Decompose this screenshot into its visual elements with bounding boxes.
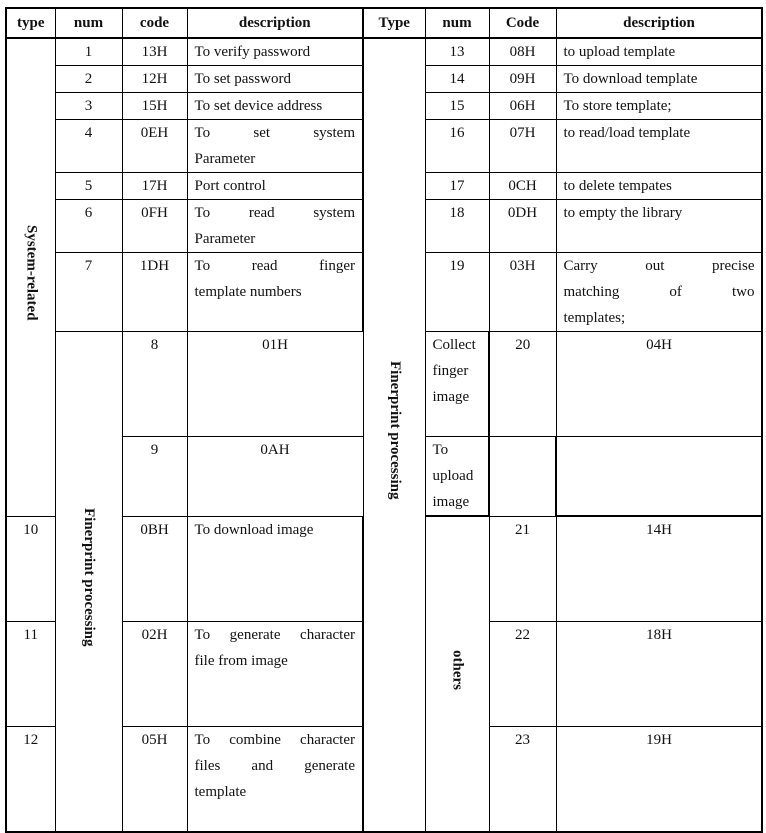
- description-line: To read system: [194, 205, 355, 221]
- description-line: files and generate: [194, 758, 355, 774]
- description-cell: [187, 253, 363, 332]
- num-cell: 19: [425, 253, 489, 332]
- header-code-right: Code: [489, 8, 556, 38]
- description-line: matching of two: [563, 284, 755, 300]
- description-cell: To store template;: [556, 93, 762, 120]
- num-cell: 13: [425, 38, 489, 66]
- description-line: To combine character: [194, 732, 355, 748]
- description-line: Parameter: [194, 151, 256, 167]
- description-line: To generate character: [194, 627, 355, 643]
- description-cell: To verify password: [187, 38, 363, 66]
- group-label-fingerprint-left: Finerprint processing: [81, 507, 97, 647]
- code-cell: 0CH: [489, 173, 556, 200]
- code-cell: 0BH: [122, 516, 187, 622]
- description-cell: [187, 120, 363, 173]
- header-num-left: num: [55, 8, 122, 38]
- description-line: Parameter: [194, 231, 256, 247]
- code-cell: 19H: [556, 727, 762, 833]
- num-cell: 2: [55, 66, 122, 93]
- description-cell: [556, 253, 762, 332]
- num-cell: 21: [489, 516, 556, 622]
- group-label-fingerprint-right: Finerprint processing: [386, 361, 403, 500]
- num-cell: 16: [425, 120, 489, 173]
- num-cell: 1: [55, 38, 122, 66]
- header-description-right: description: [556, 8, 762, 38]
- code-cell: 14H: [556, 516, 762, 622]
- header-description-left: description: [187, 8, 363, 38]
- description-cell: [187, 622, 363, 727]
- num-cell: 4: [55, 120, 122, 173]
- code-cell: 0FH: [122, 200, 187, 253]
- num-cell: 14: [425, 66, 489, 93]
- description-cell: to upload template: [556, 38, 762, 66]
- description-cell: Port control: [187, 173, 363, 200]
- code-cell: 03H: [489, 253, 556, 332]
- code-cell: 1DH: [122, 253, 187, 332]
- num-cell: 18: [425, 200, 489, 253]
- type-fingerprint-right: [363, 38, 425, 832]
- code-cell: 13H: [122, 38, 187, 66]
- code-cell: 01H: [187, 332, 363, 437]
- empty-cell: [556, 437, 762, 517]
- code-cell: 12H: [122, 66, 187, 93]
- num-cell: 10: [6, 516, 55, 622]
- code-cell: 05H: [122, 727, 187, 833]
- group-label-others: others: [449, 649, 466, 690]
- num-cell: 22: [489, 622, 556, 727]
- description-line: templates;: [563, 310, 626, 326]
- empty-cell: [489, 437, 556, 517]
- type-fingerprint-left: [55, 332, 122, 833]
- code-cell: 07H: [489, 120, 556, 173]
- group-label-system: System-related: [23, 224, 40, 321]
- description-cell: To set device address: [187, 93, 363, 120]
- header-type-right: Type: [363, 8, 425, 38]
- table-row: [6, 38, 762, 66]
- header-type-left: type: [6, 8, 55, 38]
- num-cell: 11: [6, 622, 55, 727]
- description-cell: to empty the library: [556, 200, 762, 253]
- description-cell: To download image: [187, 516, 363, 622]
- description-cell: Collect finger image: [425, 332, 489, 437]
- instruction-table: [5, 7, 763, 833]
- code-cell: 09H: [489, 66, 556, 93]
- num-cell: 12: [6, 727, 55, 833]
- description-cell: to delete tempates: [556, 173, 762, 200]
- description-cell: to read/load template: [556, 120, 762, 173]
- description-line: file from image: [194, 653, 288, 669]
- description-cell: To set password: [187, 66, 363, 93]
- code-cell: 08H: [489, 38, 556, 66]
- description-line: To read finger: [194, 258, 355, 274]
- type-system-related: [6, 38, 55, 516]
- code-cell: 0AH: [187, 437, 363, 517]
- num-cell: 7: [55, 253, 122, 332]
- num-cell: 6: [55, 200, 122, 253]
- description-line: To set system: [194, 125, 355, 141]
- code-cell: 17H: [122, 173, 187, 200]
- description-line: template: [194, 784, 247, 800]
- code-cell: 0EH: [122, 120, 187, 173]
- description-cell: To upload image: [425, 437, 489, 517]
- code-cell: 02H: [122, 622, 187, 727]
- code-cell: 0DH: [489, 200, 556, 253]
- num-cell: 3: [55, 93, 122, 120]
- code-cell: 18H: [556, 622, 762, 727]
- description-line: Carry out precise: [563, 258, 755, 274]
- type-others: [425, 516, 489, 832]
- num-cell: 23: [489, 727, 556, 833]
- code-cell: 15H: [122, 93, 187, 120]
- header-num-right: num: [425, 8, 489, 38]
- num-cell: 9: [122, 437, 187, 517]
- header-code-left: code: [122, 8, 187, 38]
- num-cell: 17: [425, 173, 489, 200]
- num-cell: 20: [489, 332, 556, 437]
- code-cell: 06H: [489, 93, 556, 120]
- num-cell: 15: [425, 93, 489, 120]
- code-cell: 04H: [556, 332, 762, 437]
- num-cell: 8: [122, 332, 187, 437]
- description-cell: [187, 727, 363, 833]
- description-cell: To download template: [556, 66, 762, 93]
- num-cell: 5: [55, 173, 122, 200]
- description-line: template numbers: [194, 284, 302, 300]
- description-cell: [187, 200, 363, 253]
- header-row: [6, 8, 762, 38]
